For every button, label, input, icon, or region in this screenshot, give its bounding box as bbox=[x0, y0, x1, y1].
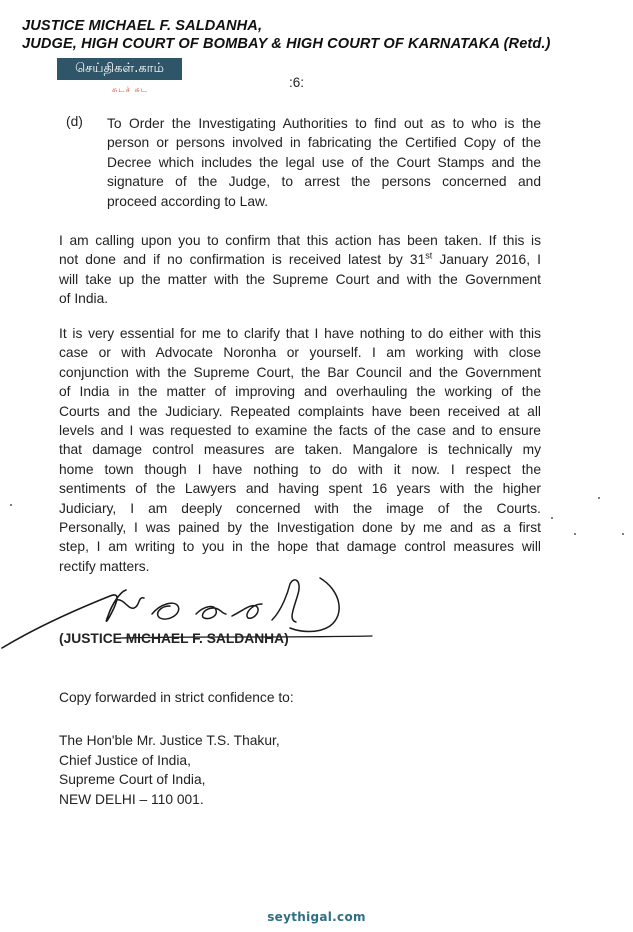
item-d-line: signature of the Judge, to arrest the persons concerned and bbox=[107, 174, 541, 190]
essential-line: It is very essential for me to clarify that I have nothing to do either with this bbox=[59, 326, 541, 341]
letterhead-name: JUSTICE MICHAEL F. SALDANHA, bbox=[22, 18, 263, 34]
essential-line: conjunction with the Supreme Court, the Bar Council and the Government bbox=[59, 364, 541, 380]
confirm-line-sup: st bbox=[425, 250, 433, 261]
essential-line: rectify matters. bbox=[59, 558, 150, 574]
essential-line: of India in the matter of improving and overhauling the working of the bbox=[59, 384, 541, 400]
copy-intro: Copy forwarded in strict confidence to: bbox=[59, 690, 294, 705]
confirm-line: will take up the matter with the Supreme Court and with the Government bbox=[59, 271, 541, 287]
signatory-name: (JUSTICE MICHAEL F. SALDANHA) bbox=[59, 631, 289, 646]
confirm-line: of India. bbox=[59, 291, 109, 307]
essential-line: home town though I have nothing to do with it now. I respect the bbox=[59, 461, 541, 477]
essential-line: sentiments of the Lawyers and having spent 16 years with the higher bbox=[59, 481, 541, 497]
item-d-line: To Order the Investigating Authorities to find out as to who is the bbox=[107, 116, 541, 131]
confirm-line-post: January 2016, I bbox=[432, 252, 541, 268]
confirm-line: I am calling upon you to confirm that this action has been taken. If this is bbox=[59, 233, 541, 248]
scan-speck bbox=[10, 504, 12, 506]
recipient-address bbox=[59, 731, 280, 809]
item-d-label: (d) bbox=[66, 114, 83, 129]
scan-speck bbox=[622, 533, 624, 535]
address-line: Chief Justice of India, bbox=[59, 752, 191, 768]
address-line: The Hon'ble Mr. Justice T.S. Thakur, bbox=[59, 733, 280, 748]
essential-line: Judiciary, I am deeply concerned with the image of the Courts. bbox=[59, 500, 541, 516]
essential-paragraph bbox=[59, 324, 541, 576]
item-d-line: Decree which includes the legal use of the Court Stamps and the bbox=[107, 154, 541, 170]
essential-line: case or with Advocate Noronha or yourself. I am working with close bbox=[59, 345, 541, 361]
scan-speck bbox=[598, 497, 600, 499]
scan-speck bbox=[574, 533, 576, 535]
item-d-line: proceed according to Law. bbox=[107, 193, 269, 209]
item-d-text bbox=[107, 114, 541, 211]
address-line: Supreme Court of India, bbox=[59, 772, 206, 787]
essential-line: step, I am writing to you in the hope that damage control measures will bbox=[59, 539, 541, 555]
page-number: :6: bbox=[289, 75, 305, 90]
item-d-line: person or persons involved in fabricating the Certified Copy of the bbox=[107, 135, 541, 151]
confirm-paragraph bbox=[59, 231, 541, 309]
confirm-line-pre: not done and if no confirmation is received latest by 31 bbox=[59, 252, 426, 268]
letterhead-title: JUDGE, HIGH COURT OF BOMBAY & HIGH COURT OF KARNATAKA (Retd.) bbox=[22, 36, 551, 52]
confirm-line bbox=[59, 250, 541, 269]
address-line: NEW DELHI – 110 001. bbox=[59, 791, 204, 807]
scan-speck bbox=[551, 517, 553, 519]
essential-line: levels and I was requested to examine the facts of the case and to ensure bbox=[59, 423, 541, 439]
essential-line: Courts and the Judiciary. Repeated complaints have been received at all bbox=[59, 403, 541, 419]
watermark-tagline: சுடச் சுட bbox=[112, 85, 149, 94]
watermark-badge: செய்திகள்.காம் bbox=[57, 58, 182, 80]
essential-line: Personally, I was pained by the Investigation done by me and as a first bbox=[59, 520, 541, 536]
footer-site-link[interactable]: seythigal.com bbox=[267, 910, 366, 924]
essential-line: that damage control measures are taken. Mangalore is technically my bbox=[59, 442, 541, 458]
